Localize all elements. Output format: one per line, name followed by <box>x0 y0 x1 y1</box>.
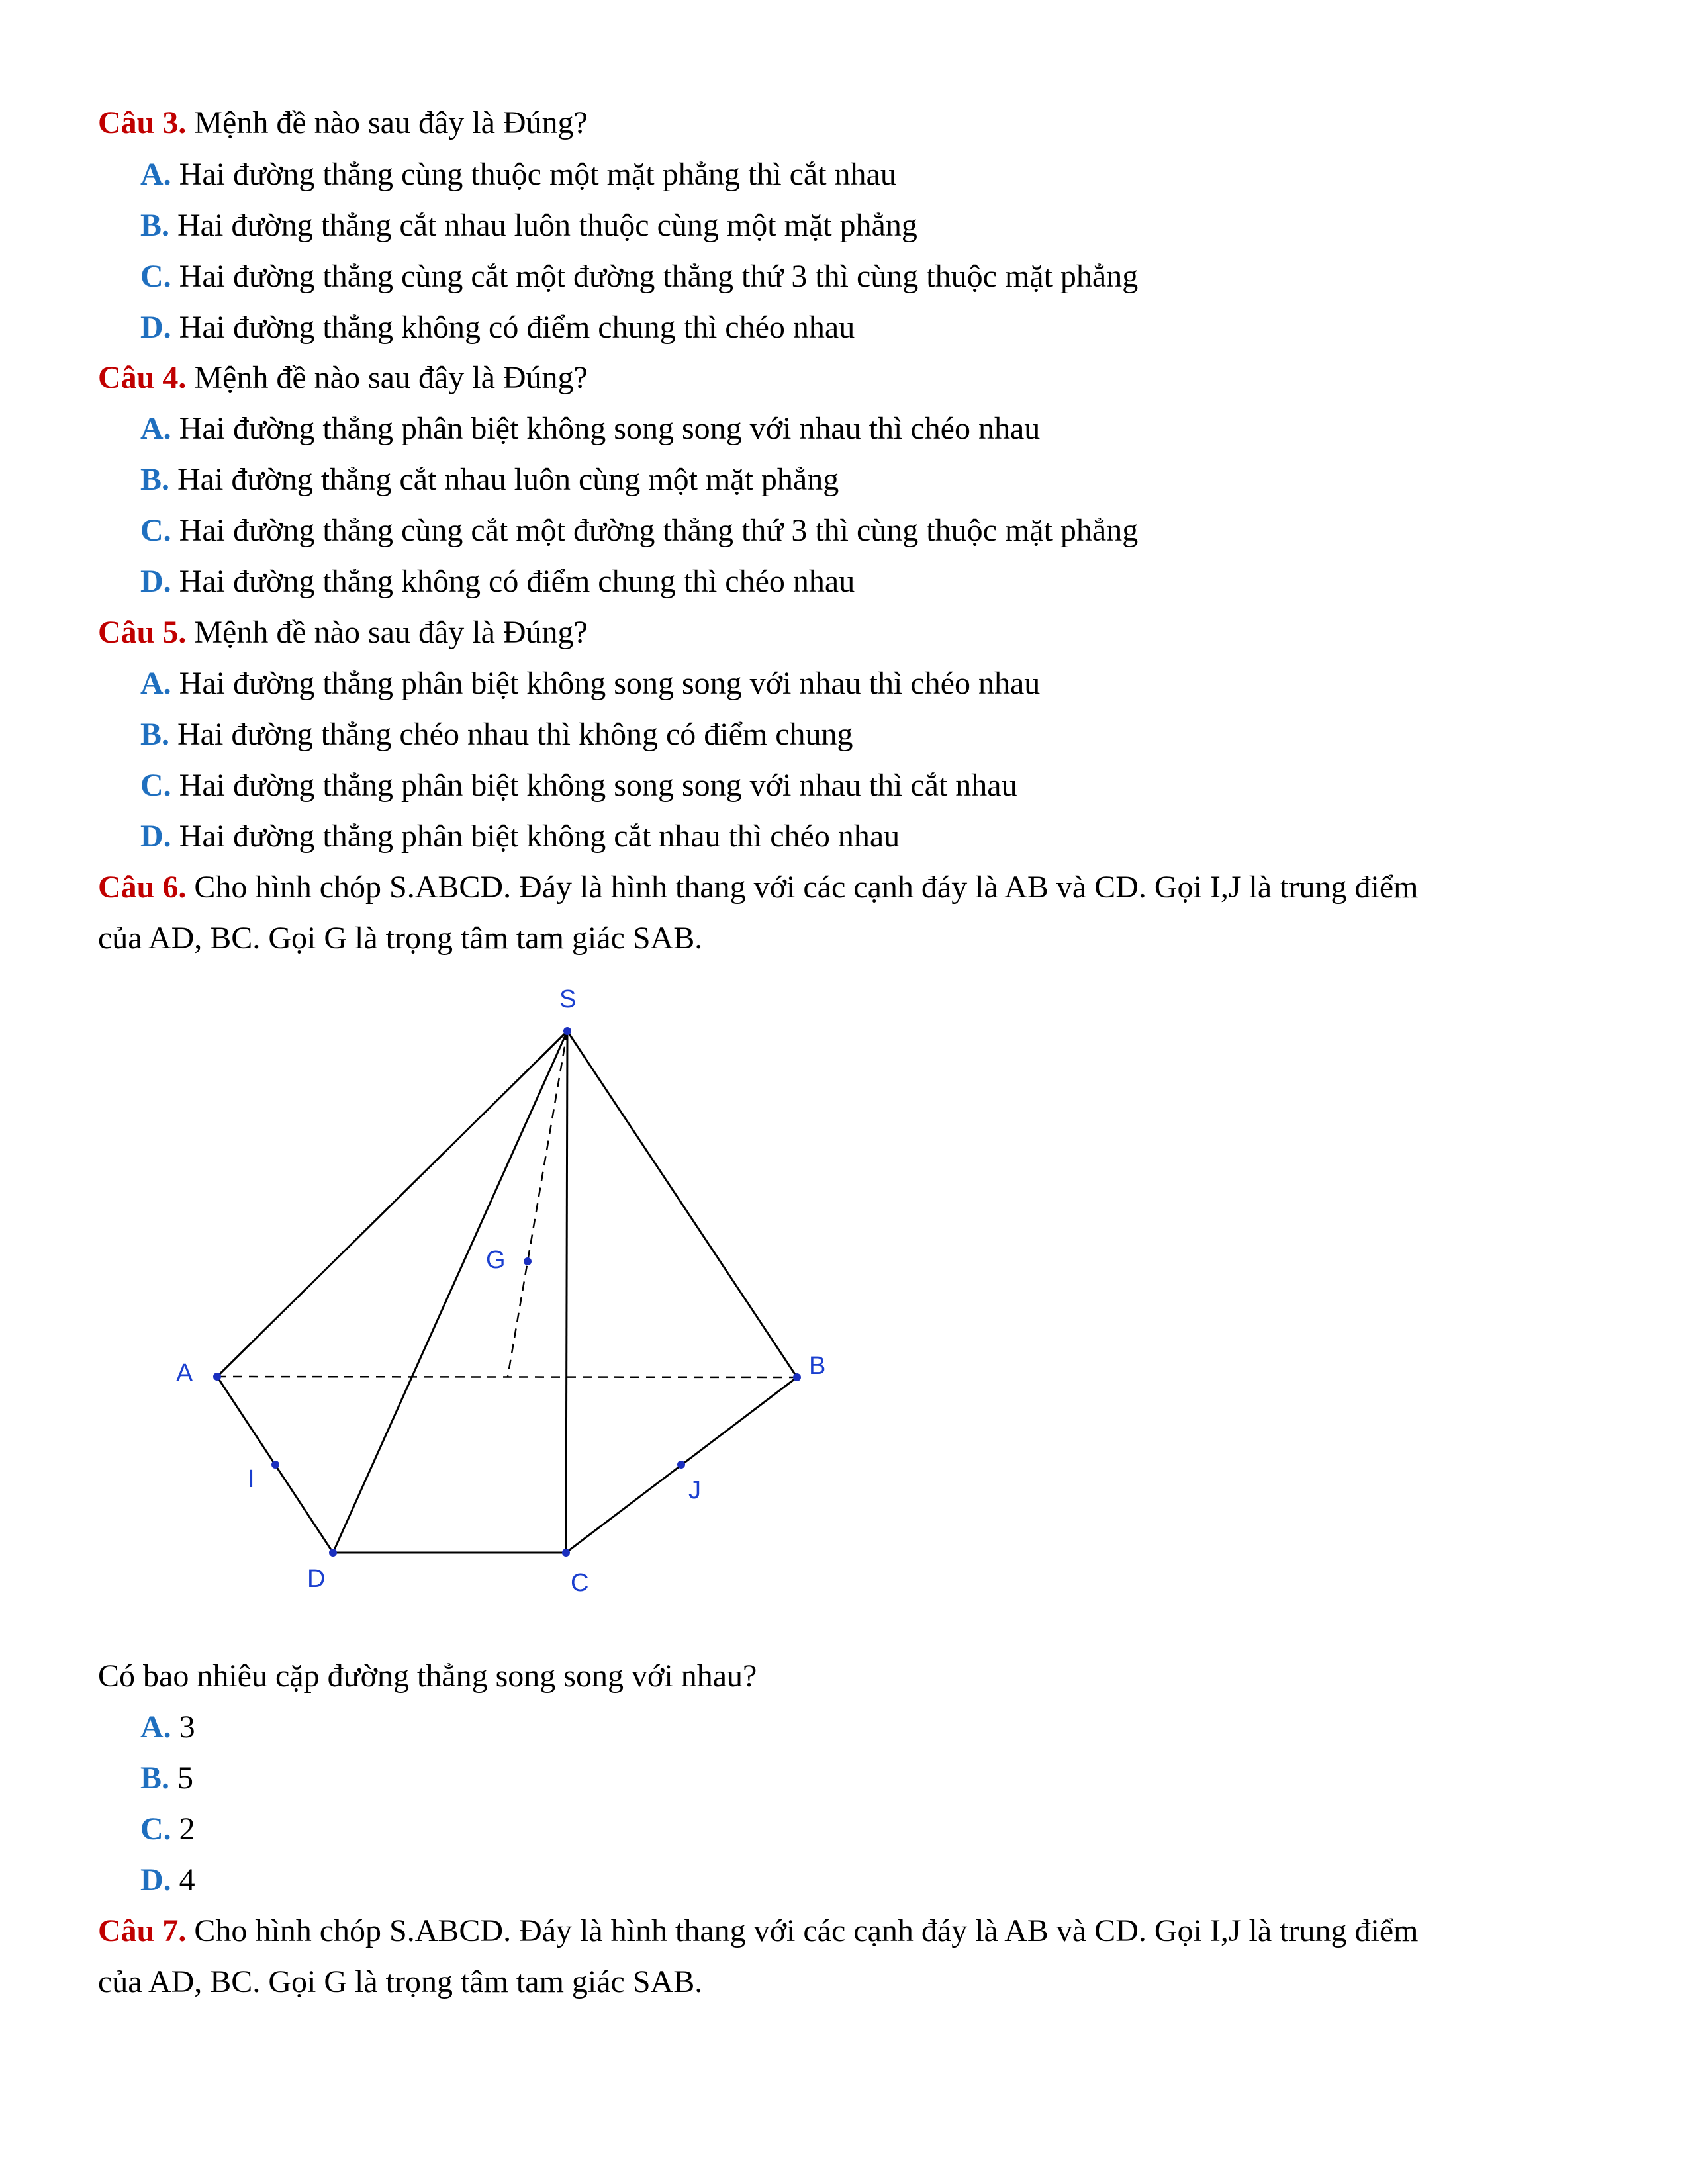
option-b[interactable] <box>140 1760 193 1797</box>
option-text: Hai đường thẳng không có điểm chung thì chéo nhau <box>171 564 855 599</box>
question-3 <box>98 105 588 142</box>
point-j <box>677 1461 685 1469</box>
option-c[interactable] <box>140 1811 195 1848</box>
option-text: 3 <box>171 1709 195 1745</box>
question-5 <box>98 614 588 651</box>
option-letter: D. <box>140 1862 171 1897</box>
question-text: Mệnh đề nào sau đây là Đúng? <box>186 105 588 140</box>
option-a[interactable] <box>140 1709 195 1746</box>
option-letter: C. <box>140 513 171 548</box>
point-i <box>271 1461 279 1469</box>
option-letter: B. <box>140 208 170 243</box>
edge-sb <box>567 1031 797 1377</box>
option-b[interactable] <box>140 461 839 498</box>
point-c <box>562 1549 570 1557</box>
option-text: Hai đường thẳng cùng cắt một đường thẳng thứ 3 thì cùng thuộc mặt phẳng <box>171 259 1139 294</box>
label-b: B <box>809 1352 826 1380</box>
question-label: Câu 7. <box>98 1913 187 1948</box>
label-d: D <box>307 1565 326 1593</box>
question-text: Cho hình chóp S.ABCD. Đáy là hình thang với các cạnh đáy là AB và CD. Gọi I,J là trung điểm <box>186 1913 1419 1948</box>
option-d[interactable] <box>140 309 855 346</box>
option-b[interactable] <box>140 716 853 753</box>
pyramid-figure <box>159 979 887 1615</box>
option-d[interactable] <box>140 1862 195 1899</box>
question-6-prompt: Có bao nhiêu cặp đường thẳng song song với nhau? <box>98 1659 757 1694</box>
question-7 <box>98 1913 1418 1950</box>
option-text: Hai đường thẳng phân biệt không cắt nhau thì chéo nhau <box>171 819 900 854</box>
option-text: Hai đường thẳng cắt nhau luôn cùng một mặt phẳng <box>169 462 839 497</box>
question-label: Câu 6. <box>98 870 187 905</box>
label-j: J <box>688 1477 701 1504</box>
option-c[interactable] <box>140 767 1017 804</box>
option-letter: A. <box>140 666 171 701</box>
label-i: I <box>248 1465 255 1493</box>
question-text: Cho hình chóp S.ABCD. Đáy là hình thang với các cạnh đáy là AB và CD. Gọi I,J là trung điểm <box>186 870 1419 905</box>
edge-sd <box>333 1031 567 1553</box>
option-c[interactable] <box>140 512 1138 549</box>
label-a: A <box>176 1359 193 1387</box>
option-text: Hai đường thẳng cắt nhau luôn thuộc cùng một mặt phẳng <box>169 208 917 243</box>
option-text: Hai đường thẳng chéo nhau thì không có điểm chung <box>169 717 853 752</box>
option-text: Hai đường thẳng phân biệt không song song với nhau thì chéo nhau <box>171 666 1041 701</box>
median-sg-hidden <box>508 1031 567 1377</box>
option-text: 4 <box>171 1862 195 1897</box>
option-text: 2 <box>171 1811 195 1846</box>
option-text: Hai đường thẳng phân biệt không song song với nhau thì chéo nhau <box>171 411 1041 446</box>
option-letter: B. <box>140 1760 170 1796</box>
question-6 <box>98 869 1418 906</box>
question-label: Câu 4. <box>98 360 187 395</box>
option-letter: C. <box>140 768 171 803</box>
question-4 <box>98 359 588 396</box>
point-d <box>329 1549 337 1557</box>
question-text-continued: của AD, BC. Gọi G là trọng tâm tam giác SAB. <box>98 921 703 956</box>
label-s: S <box>559 985 577 1013</box>
option-letter: A. <box>140 157 171 192</box>
edge-sc <box>566 1031 567 1553</box>
label-g: G <box>486 1246 506 1274</box>
option-d[interactable] <box>140 563 855 600</box>
option-letter: C. <box>140 259 171 294</box>
option-b[interactable] <box>140 207 917 244</box>
option-text: Hai đường thẳng cùng cắt một đường thẳng thứ 3 thì cùng thuộc mặt phẳng <box>171 513 1139 548</box>
label-c: C <box>571 1569 589 1597</box>
option-text: Hai đường thẳng phân biệt không song song với nhau thì cắt nhau <box>171 768 1017 803</box>
option-d[interactable] <box>140 818 900 855</box>
option-letter: B. <box>140 717 170 752</box>
option-text: 5 <box>169 1760 194 1796</box>
option-text: Hai đường thẳng không có điểm chung thì chéo nhau <box>171 310 855 345</box>
option-letter: D. <box>140 564 171 599</box>
point-g <box>524 1257 532 1265</box>
option-a[interactable] <box>140 156 896 193</box>
point-a <box>213 1373 221 1381</box>
option-letter: A. <box>140 1709 171 1745</box>
option-letter: D. <box>140 819 171 854</box>
question-label: Câu 5. <box>98 615 187 650</box>
option-letter: C. <box>140 1811 171 1846</box>
option-letter: B. <box>140 462 170 497</box>
edge-sa <box>217 1031 567 1377</box>
option-letter: A. <box>140 411 171 446</box>
option-a[interactable] <box>140 665 1040 702</box>
question-text: Mệnh đề nào sau đây là Đúng? <box>186 360 588 395</box>
point-b <box>793 1373 801 1381</box>
option-letter: D. <box>140 310 171 345</box>
option-text: Hai đường thẳng cùng thuộc một mặt phẳng thì cắt nhau <box>171 157 896 192</box>
question-text: Mệnh đề nào sau đây là Đúng? <box>186 615 588 650</box>
option-a[interactable] <box>140 410 1040 447</box>
question-text-continued: của AD, BC. Gọi G là trọng tâm tam giác SAB. <box>98 1964 703 1999</box>
question-label: Câu 3. <box>98 105 187 140</box>
point-s <box>563 1027 571 1035</box>
option-c[interactable] <box>140 258 1138 295</box>
